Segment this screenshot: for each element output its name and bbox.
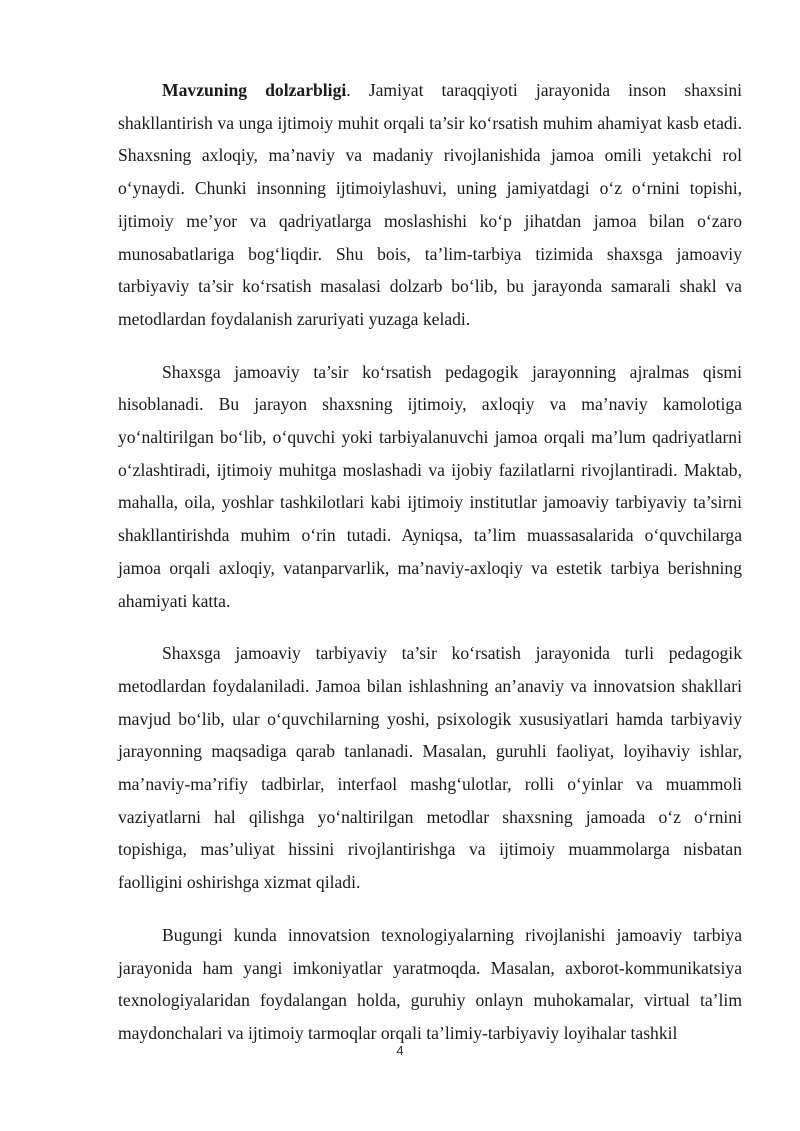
paragraph-text: Bugungi kunda innovatsion texnologiyalarning rivojlanishi jamoaviy tarbiya jarayonida ham yangi imkoniyatlar yaratmoqda. Masalan, axborot-kommunikatsiya texnologiyalaridan foydalangan holda, guruhiy onlayn muhokamalar, virtual ta’lim maydonchalari va ijtimoiy tarmoqlar orqali ta’limiy-tarbiyaviy loyihalar tashkil: [118, 924, 742, 1043]
section-heading: Mavzuning dolzarbligi: [162, 80, 347, 100]
paragraph-text: Shaxsga jamoaviy ta’sir ko‘rsatish pedagogik jarayonning ajralmas qismi hisoblanadi. Bu jarayon shaxsning ijtimoiy, axloqiy va ma’naviy kamolotiga yo‘naltirilgan bo‘lib, o‘quvchi yoki tarbiyalanuvchi jamoa orqali ma’lum qadriyatlarni o‘zlashtiradi, ijtimoiy muhitga moslashadi va ijobiy fazilatlarni rivojlantiradi. Maktab, mahalla, oila, yoshlar tashkilotlari kabi ijtimoiy institutlar jamoaviy tarbiyaviy ta’sirni shakllantirishda muhim o‘rin tutadi. Ayniqsa, ta’lim muassasalarida o‘quvchilarga jamoa orqali axloqiy, vatanparvarlik, ma’naviy-axloqiy va estetik tarbiya berishning ahamiyati katta.: [118, 361, 742, 611]
paragraph-relevance: [118, 74, 742, 336]
document-body: [118, 74, 742, 1070]
paragraph-text: Shaxsga jamoaviy tarbiyaviy ta’sir ko‘rsatish jarayonida turli pedagogik metodlardan foydalaniladi. Jamoa bilan ishlashning an’anaviy va innovatsion shakllari mavjud bo‘lib, ular o‘quvchilarning yoshi, psixologik xususiyatlari hamda tarbiyaviy jarayonning maqsadiga qarab tanlanadi. Masalan, guruhli faoliyat, loyihaviy ishlar, ma’naviy-ma’rifiy tadbirlar, interfaol mashg‘ulotlar, rolli o‘yinlar va muammoli vaziyatlarni hal qilishga yo‘naltirilgan metodlar shaxsning jamoada o‘z o‘rnini topishiga, mas’uliyat hissini rivojlantirishga va ijtimoiy muammolarga nisbatan faolligini oshirishga xizmat qiladi.: [118, 643, 742, 893]
page-number: 4: [396, 1043, 404, 1058]
paragraph-text: . Jamiyat taraqqiyoti jarayonida inson shaxsini shakllantirish va unga ijtimoiy muhit orqali ta’sir ko‘rsatish muhim ahamiyat kasb etadi. Shaxsning axloqiy, ma’naviy va madaniy rivojlanishida jamoa omili yetakchi rol o‘ynaydi. Chunki insonning ijtimoiylashuvi, uning jamiyatdagi o‘z o‘rnini topishi, ijtimoiy me’yor va qadriyatlarga moslashishi ko‘p jihatdan jamoa bilan o‘zaro munosabatlariga bog‘liqdir. Shu bois, ta’lim-tarbiya tizimida shaxsga jamoaviy tarbiyaviy ta’sir ko‘rsatish masalasi dolzarb bo‘lib, bu jarayonda samarali shakl va metodlardan foydalanish zaruriyati yuzaga keladi.: [118, 80, 743, 329]
